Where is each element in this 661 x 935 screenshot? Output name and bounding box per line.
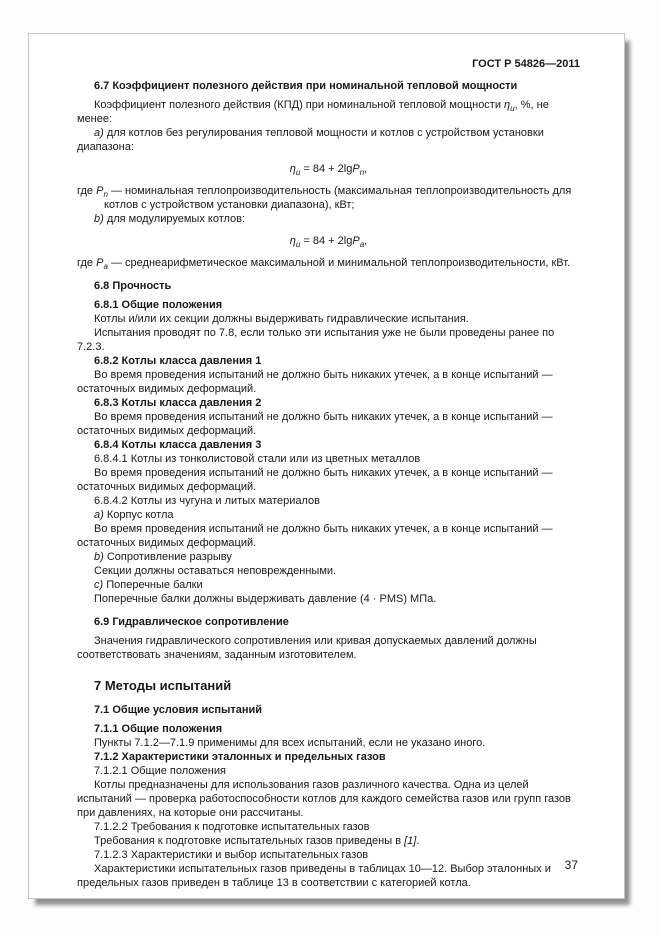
formula: $\eta_u = 84 + 2\lg P_n$,	[289, 163, 368, 178]
definition: где $P_n$ — номинальная теплопроизводительность (максимальная теплопроизводительность для котлов с устройством установки диапазона), кВт;	[77, 185, 572, 211]
paragraph: a) для котлов без регулирования тепловой мощности и котлов с устройством установки диапазона:	[77, 127, 544, 153]
paragraph: c) Поперечные балки	[94, 579, 203, 591]
section-heading: 7.1 Общие условия испытаний	[94, 704, 263, 716]
section-heading: 6.8 Прочность	[94, 280, 172, 292]
section-heading: 6.9 Гидравлическое сопротивление	[94, 616, 289, 628]
paragraph: 6.8.4.1 Котлы из тонколистовой стали или из цветных металлов	[94, 453, 421, 465]
chapter-heading: 7 Методы испытаний	[94, 678, 232, 693]
paragraph: b) Сопротивление разрыву	[94, 551, 232, 563]
paragraph: Требования к подготовке испытательных газов приведены в [1].	[94, 835, 420, 847]
paragraph: a) Корпус котла	[94, 509, 174, 521]
subsection-heading: 7.1.2 Характеристики эталонных и предельных газов	[94, 751, 386, 763]
subsection-heading: 6.8.4 Котлы класса давления 3	[94, 439, 262, 451]
paragraph: Во время проведения испытаний не должно быть никаких утечек, а в конце испытаний — остаточных видимых деформаций.	[77, 369, 553, 395]
paragraph: Испытания проводят по 7.8, если только эти испытания уже не были проведены ранее по 7.2.3.	[77, 327, 555, 353]
paragraph: Во время проведения испытаний не должно быть никаких утечек, а в конце испытаний — остаточных видимых деформаций.	[77, 411, 553, 437]
paragraph: Во время проведения испытаний не должно быть никаких утечек, а в конце испытаний — остаточных видимых деформаций.	[77, 523, 553, 549]
paragraph: 7.1.2.2 Требования к подготовке испытательных газов	[94, 821, 370, 833]
paragraph: b) для модулируемых котлов:	[94, 213, 246, 225]
definition: где $P_a$ — среднеарифметическое максимальной и минимальной теплопроизводительности, кВт.	[77, 257, 571, 272]
paragraph: Поперечные балки должны выдерживать давление (4 · PMS) МПа.	[94, 593, 437, 605]
paragraph: Секции должны оставаться неповрежденными.	[94, 565, 337, 577]
paragraph: Во время проведения испытаний не должно быть никаких утечек, а в конце испытаний — остаточных видимых деформаций.	[77, 467, 553, 493]
paragraph: 6.8.4.2 Котлы из чугуна и литых материалов	[94, 495, 321, 507]
subsection-heading: 7.1.1 Общие положения	[94, 723, 223, 735]
page-number: 37	[564, 858, 578, 872]
paragraph: 7.1.2.1 Общие положения	[94, 765, 226, 777]
paragraph: Котлы и/или их секции должны выдерживать гидравлические испытания.	[94, 313, 469, 325]
paragraph: 7.1.2.3 Характеристики и выбор испытательных газов	[94, 849, 369, 861]
paragraph: Коэффициент полезного действия (КПД) при номинальной тепловой мощности $\eta_u$, %, не менее:	[77, 99, 549, 125]
document-content	[77, 79, 580, 890]
subsection-heading: 6.8.2 Котлы класса давления 1	[94, 355, 262, 367]
document-page	[28, 33, 625, 899]
formula: $\eta_u = 84 + 2\lg P_a$,	[289, 235, 368, 250]
section-heading: 6.7 Коэффициент полезного действия при номинальной тепловой мощности	[94, 80, 518, 92]
paragraph: Значения гидравлического сопротивления или кривая допускаемых давлений должны соответствовать значениям, заданным изготовителем.	[77, 635, 537, 661]
subsection-heading: 6.8.3 Котлы класса давления 2	[94, 397, 262, 409]
subsection-heading: 6.8.1 Общие положения	[94, 299, 223, 311]
paragraph: Пункты 7.1.2—7.1.9 применимы для всех испытаний, если не указано иного.	[94, 737, 486, 749]
standard-designation: ГОСТ Р 54826—2011	[472, 58, 580, 70]
paragraph: Характеристики испытательных газов приведены в таблицах 10—12. Выбор эталонных и предельных газов приведен в таблице 13 в соответствии с категорией котла.	[77, 863, 551, 889]
paragraph: Котлы предназначены для использования газов различного качества. Одна из целей испытаний — проверка работоспособности котлов для каждого семейства газов или групп газов при давлениях, на которые они рассчитаны.	[77, 779, 571, 819]
